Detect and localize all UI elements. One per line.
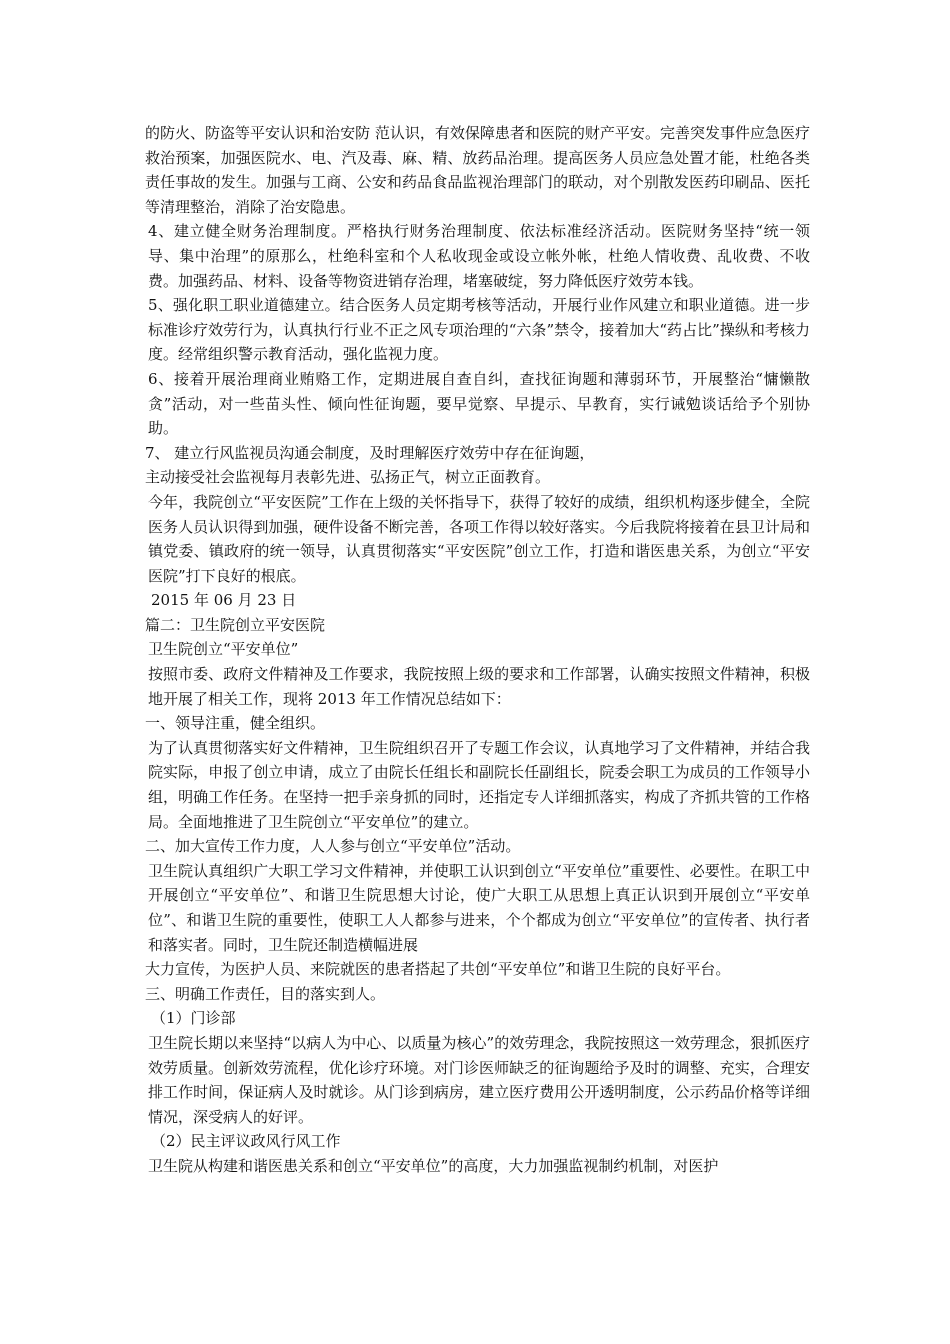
subheading-outpatient: （1）门诊部 <box>151 1009 236 1028</box>
section-heading-part-two: 篇二：卫生院创立平安医院 <box>145 615 326 634</box>
paragraph-democratic-review: 卫生院从构建和谐医患关系和创立“平安单位”的高度，大力加强监视制约机制，对医护 <box>148 1156 719 1175</box>
paragraph-item-4-finance: 4、建立健全财务治理制度。严格执行财务治理制度、依法标准经济活动。医院财务坚持“统一领导、集中治理”的原那么，杜绝科室和个人私收现金或设立帐外帐，杜绝人情收费、乱收费、不收费。加强药品、材料、设备等物资进销存治理，堵塞破绽，努力降低医疗效劳本钱。 <box>148 222 810 290</box>
heading-two-publicity: 二、加大宣传工作力度，人人参与创立“平安单位”活动。 <box>145 837 521 856</box>
paragraph-intro: 按照市委、政府文件精神及工作要求，我院按照上级的要求和工作部署，认确实按照文件精神，积极地开展了相关工作，现将 2013 年工作情况总结如下： <box>148 665 810 708</box>
paragraph-publicity-continued: 大力宣传，为医护人员、来院就医的患者搭起了共创“平安单位”和谐卫生院的良好平台。 <box>145 960 731 979</box>
subheading-democratic-review: （2）民主评议政风行风工作 <box>151 1132 341 1151</box>
heading-three-responsibility: 三、明确工作责任，目的落实到人。 <box>145 984 386 1003</box>
paragraph-item-6-bribery: 6、接着开展治理商业贿赂工作，定期进展自查自纠，查找征询题和薄弱环节，开展整治“慵懒散贪”活动，对一些苗头性、倾向性征询题，要早觉察、早提示、早教育，实行诫勉谈话给予个别协助。 <box>148 369 810 438</box>
paragraph-outpatient: 卫生院长期以来坚持“以病人为中心、以质量为核心”的效劳理念，我院按照这一效劳理念，狠抓医疗效劳质量。创新效劳流程，优化诊疗环境。对门诊医师缺乏的征询题给予及时的调整、充实，合理安排工作时间，保证病人及时就诊。从门诊到病房，建立医疗费用公开透明制度，公示药品价格等详细情况，深受病人的好评。 <box>148 1033 810 1126</box>
document-date: 2015 年 06 月 23 日 <box>151 591 297 610</box>
paragraph-this-year-summary: 今年，我院创立“平安医院”工作在上级的关怀指导下，获得了较好的成绩，组织机构逐步健全，全院医务人员认识得到加强，硬件设备不断完善，各项工作得以较好落实。今后我院将接着在县卫计局和镇党委、镇政府的统一领导，认真贯彻落实“平安医院”创立工作，打造和谐医患关系，为创立“平安医院”打下良好的根底。 <box>148 492 810 585</box>
paragraph-item-5-ethics: 5、强化职工职业道德建立。结合医务人员定期考核等活动，开展行业作风建立和职业道德。进一步标准诊疗效劳行为，认真执行行业不正之风专项治理的“六条”禁令，接着加大“药占比”操纵和考核力度。经常组织警示教育活动，强化监视力度。 <box>148 296 810 364</box>
paragraph-leadership: 为了认真贯彻落实好文件精神，卫生院组织召开了专题工作会议，认真地学习了文件精神，并结合我院实际，申报了创立申请，成立了由院长任组长和副院长任副组长，院委会职工为成员的工作领导小组，明确工作任务。在坚持一把手亲身抓的同时，还指定专人详细抓落实，构成了齐抓共管的工作格局。全面地推进了卫生院创立“平安单位”的建立。 <box>148 738 810 831</box>
heading-one-leadership: 一、领导注重，健全组织。 <box>145 714 326 733</box>
document-page <box>145 121 810 1179</box>
paragraph-safety-awareness: 的防火、防盗等平安认识和治安防 范认识，有效保障患者和医院的财产平安。完善突发事件应急医疗救治预案，加强医院水、电、汽及毒、麻、精、放药品治理。提高医务人员应急处置才能，杜绝各类责任事故的发生。加强与工商、公安和药品食品监视治理部门的联动，对个别散发医药印刷品、医托等清理整治，消除了治安隐患。 <box>145 124 810 216</box>
paragraph-item-7-supervision: 7、 建立行风监视员沟通会制度，及时理解医疗效劳中存在征询题， <box>145 443 595 462</box>
section-subtitle: 卫生院创立“平安单位” <box>148 640 299 659</box>
paragraph-publicity: 卫生院认真组织广大职工学习文件精神，并使职工认识到创立“平安单位”重要性、必要性。在职工中开展创立“平安单位”、和谐卫生院思想大讨论，使广大职工从思想上真正认识到开展创立“平安单位”、和谐卫生院的重要性，使职工人人都参与进来，个个都成为创立“平安单位”的宣传者、执行者和落实者。同时，卫生院还制造横幅进展 <box>148 861 810 954</box>
paragraph-item-7-continued: 主动接受社会监视每月表彰先进、弘扬正气，树立正面教育。 <box>145 468 551 487</box>
